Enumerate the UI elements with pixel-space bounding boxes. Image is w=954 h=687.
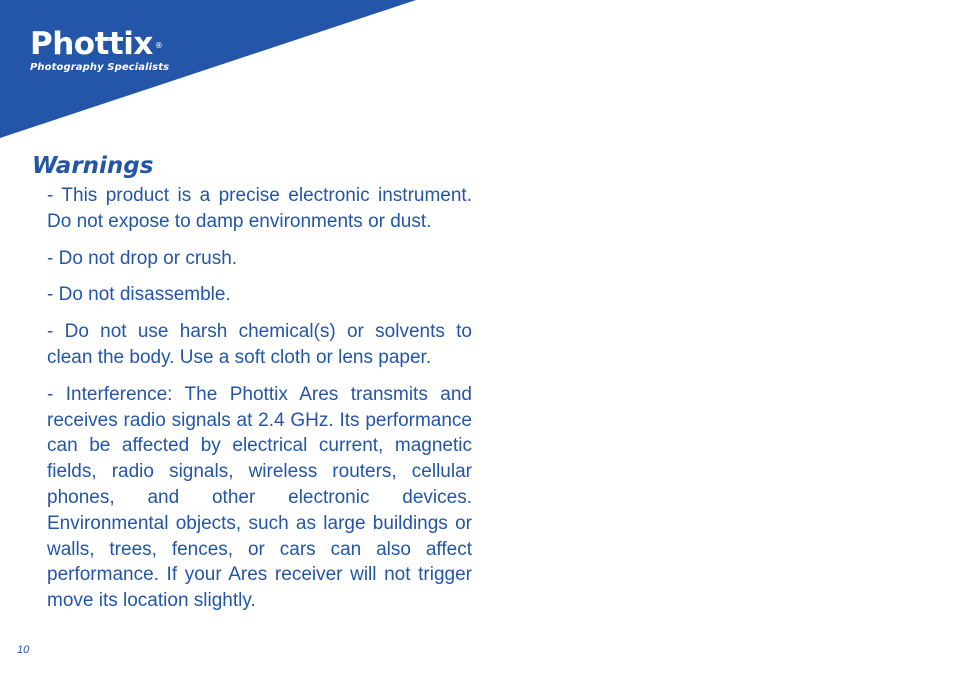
logo-tagline: Photography Specialists: [30, 62, 170, 73]
logo-brand-name: Phottix: [30, 26, 153, 62]
warning-item: - Do not drop or crush.: [47, 247, 238, 269]
brand-logo: [30, 26, 169, 73]
registered-mark: ®: [154, 41, 163, 50]
warning-item: - Do not disassemble.: [47, 284, 231, 306]
warning-item: - Interference: The Phottix Ares transmits and receives radio signals at 2.4 GHz. Its performance can be affected by electrical current, magnetic fields, radio signals, wireless routers, cellular phones, and other electronic devices. Environmental objects, such as large buildings or walls, trees, fences, or cars can also affect performance. If your Ares receiver will not trigger move its location slightly.: [47, 383, 472, 612]
warnings-list: [47, 183, 472, 625]
warning-item: - This product is a precise electronic instrument. Do not expose to damp environments or dust.: [47, 185, 472, 232]
logo-wordmark: [30, 26, 169, 64]
page-number: 10: [17, 644, 30, 656]
warning-item: - Do not use harsh chemical(s) or solvents to clean the body. Use a soft cloth or lens paper.: [47, 321, 472, 368]
section-title: Warnings: [32, 153, 154, 179]
